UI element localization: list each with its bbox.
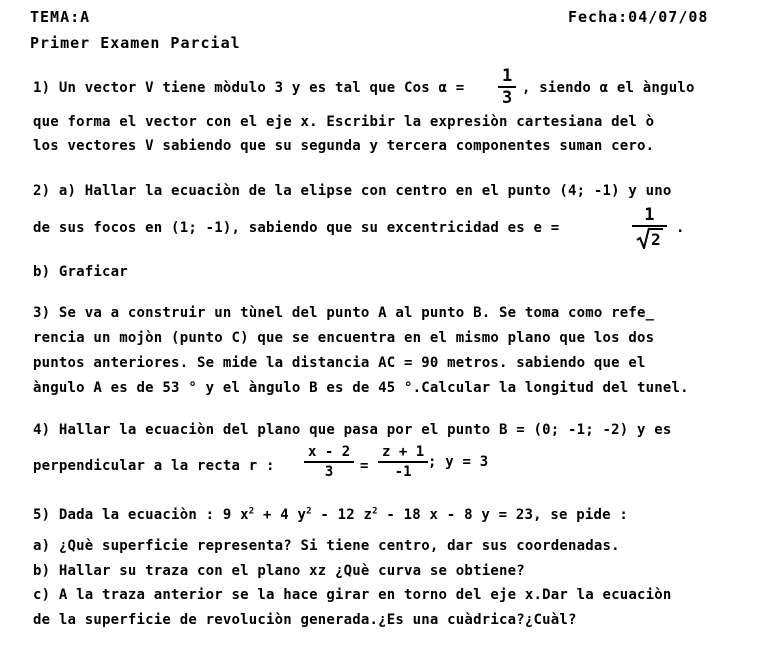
q1-line1-end: , siendo α el àngulo (522, 80, 695, 96)
q2-line2: de sus focos en (1; -1), sabiendo que su excentricidad es e = (33, 220, 560, 236)
q5-lead: 5) Dada la ecuaciòn : 9 x (33, 507, 249, 523)
q4-f2-num: z + 1 (382, 444, 425, 460)
tema-label: TEMA:A (30, 8, 91, 26)
q3-line4: àngulo A es de 53 ° y el àngulo B es de 45 °.Calcular la longitud del tunel. (33, 380, 689, 396)
q4-f1-num: x - 2 (308, 444, 351, 460)
q5-line1 (33, 507, 628, 523)
q4-line2-start: perpendicular a la recta r : (33, 458, 275, 474)
q5-exp2: 2 (306, 506, 312, 517)
q5-tail: - 18 x - 8 y = 23, se pide : (377, 507, 629, 523)
q5-exp1: 2 (248, 506, 255, 517)
q5-term3: - 12 z (311, 507, 373, 523)
fecha-label: Fecha:04/07/08 (568, 8, 709, 26)
sqrt-radicand: 2 (651, 230, 661, 249)
q2-fraction (632, 205, 667, 254)
q1-frac-num: 1 (502, 66, 513, 86)
q3-line3: puntos anteriores. Se mide la distancia AC = 90 metros. sabiendo que el (33, 355, 646, 371)
q5-part-b: b) Hallar su traza con el plano xz ¿Què curva se obtiene? (33, 563, 525, 579)
q1-text-start: 1) Un vector V tiene mòdulo 3 y es tal que Cos α = (33, 80, 465, 96)
q5-term2: + 4 y (254, 507, 307, 523)
q3-line1: 3) Se va a construir un tùnel del punto A al punto B. Se toma como refe_ (33, 305, 655, 321)
q2-frac-den (632, 227, 667, 254)
q1-line1 (33, 80, 464, 96)
q4-equals: = (360, 458, 369, 474)
q2-line1: 2) a) Hallar la ecuaciòn de la elipse con centro en el punto (4; -1) y uno (33, 183, 672, 199)
q5-exp3: 2 (372, 506, 378, 517)
exam-title: Primer Examen Parcial (30, 34, 241, 52)
sqrt-symbol-icon (636, 227, 663, 249)
q5-part-c-line1: c) A la traza anterior se la hace girar en torno del eje x.Dar la ecuaciòn (33, 587, 672, 603)
q5-part-a: a) ¿Què superficie representa? Si tiene centro, dar sus coordenadas. (33, 538, 620, 554)
q2-part-b: b) Graficar (33, 264, 128, 280)
q1-line3: los vectores V sabiendo que su segunda y tercera componentes suman cero. (33, 138, 655, 154)
q1-line2: que forma el vector con el eje x. Escribir la expresiòn cartesiana del ò (33, 114, 655, 130)
q4-fraction-z (378, 443, 428, 481)
q1-frac-den: 3 (502, 88, 513, 108)
q4-line1: 4) Hallar la ecuaciòn del plano que pasa por el punto B = (0; -1; -2) y es (33, 422, 672, 438)
q4-f1-den: 3 (324, 464, 334, 480)
q4-tail: ; y = 3 (428, 454, 489, 470)
q2-frac-num: 1 (644, 205, 655, 225)
q5-part-c-line2: de la superficie de revoluciòn generada.¿Es una cuàdrica?¿Cuàl? (33, 612, 577, 628)
q3-line2: rencia un mojòn (punto C) que se encuentra en el mismo plano que los dos (33, 330, 655, 346)
q4-f2-den: -1 (394, 464, 412, 480)
q2-period: . (676, 220, 685, 236)
q4-fraction-x (304, 443, 354, 481)
q1-fraction (498, 66, 516, 108)
